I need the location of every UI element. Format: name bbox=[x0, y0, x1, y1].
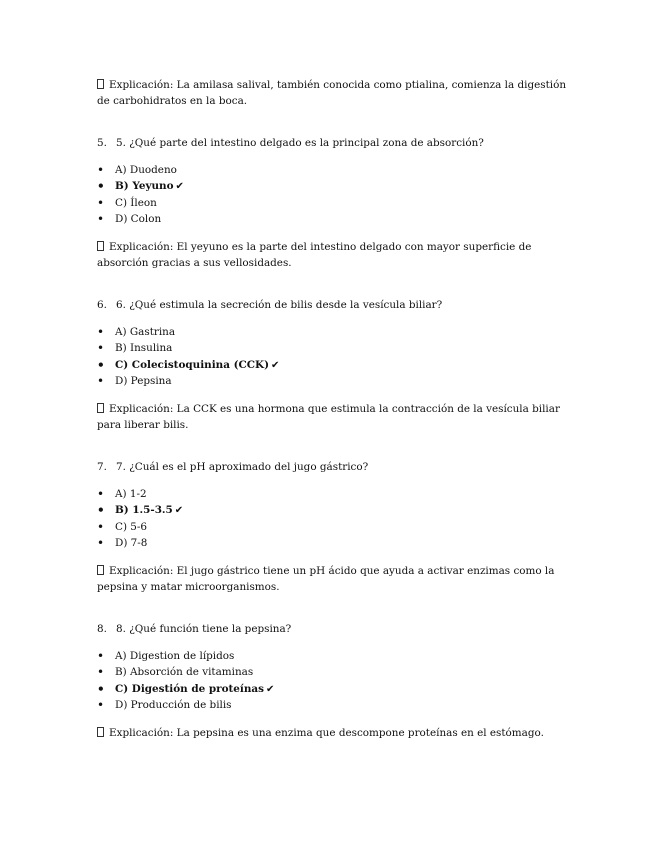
explanation-text: La amilasa salival, también conocida como ptialina, comienza la digestión de carbohidratos en la boca. bbox=[97, 79, 567, 107]
question-6-options bbox=[97, 324, 279, 390]
option-c-correct bbox=[97, 681, 274, 697]
option-text: A) Gastrina bbox=[115, 326, 176, 338]
option-d bbox=[97, 373, 279, 389]
option-text: D) 7-8 bbox=[115, 537, 148, 550]
question-8 bbox=[97, 621, 567, 637]
explanation-label: Explicación: bbox=[109, 403, 174, 415]
option-text: A) Digestion de lípidos bbox=[115, 650, 235, 662]
question-text: 7. ¿Cuál es el pH aproximado del jugo gástrico? bbox=[116, 461, 369, 473]
missing-glyph-icon bbox=[97, 241, 104, 251]
explanation-label: Explicación: bbox=[109, 565, 174, 577]
question-text: 8. ¿Qué función tiene la pepsina? bbox=[116, 623, 292, 635]
option-text: B) Yeyuno bbox=[115, 180, 174, 193]
explanation-text: La CCK es una hormona que estimula la contracción de la vesícula biliar para liberar bilis. bbox=[97, 403, 560, 431]
option-b-correct bbox=[97, 178, 184, 194]
question-number: 5. bbox=[97, 137, 107, 149]
question-8-explanation bbox=[97, 725, 567, 741]
explanation-label: Explicación: bbox=[109, 727, 174, 739]
option-text: C) Íleon bbox=[115, 196, 157, 209]
question-text: 5. ¿Qué parte del intestino delgado es la principal zona de absorción? bbox=[116, 137, 484, 149]
option-text: C) Colecistoquinina (CCK) bbox=[115, 358, 269, 371]
option-text: A) Duodeno bbox=[115, 164, 177, 176]
option-text: C) Digestión de proteínas bbox=[115, 682, 264, 695]
explanation-text: El yeyuno es la parte del intestino delgado con mayor superficie de absorción gracias a sus vellosidades. bbox=[97, 241, 532, 269]
option-d bbox=[97, 697, 274, 713]
option-c bbox=[97, 519, 183, 535]
explanation-label: Explicación: bbox=[109, 79, 174, 91]
missing-glyph-icon bbox=[97, 79, 104, 89]
option-c bbox=[97, 195, 184, 211]
question-number: 7. bbox=[97, 461, 107, 473]
option-text: D) Pepsina bbox=[115, 375, 172, 388]
question-7-options bbox=[97, 486, 183, 552]
explanation-text: El jugo gástrico tiene un pH ácido que ayuda a activar enzimas como la pepsina y matar microorganismos. bbox=[97, 565, 555, 593]
option-a bbox=[97, 324, 279, 340]
option-text: C) 5-6 bbox=[115, 520, 148, 533]
question-number: 8. bbox=[97, 623, 107, 635]
check-mark-icon: ✔ bbox=[266, 683, 275, 695]
option-b bbox=[97, 664, 274, 680]
question-number: 6. bbox=[97, 299, 107, 311]
option-text: D) Producción de bilis bbox=[115, 699, 232, 712]
option-c-correct bbox=[97, 357, 279, 373]
option-d bbox=[97, 211, 184, 227]
option-text: B) Absorción de vitaminas bbox=[115, 666, 254, 679]
question-5 bbox=[97, 135, 567, 151]
question-5-options bbox=[97, 162, 184, 228]
question-5-explanation bbox=[97, 239, 567, 271]
option-a bbox=[97, 648, 274, 664]
option-text: B) Insulina bbox=[115, 342, 173, 355]
option-d bbox=[97, 535, 183, 551]
missing-glyph-icon bbox=[97, 727, 104, 737]
question-6 bbox=[97, 297, 567, 313]
explanation-label: Explicación: bbox=[109, 241, 174, 253]
missing-glyph-icon bbox=[97, 565, 104, 575]
intro-explanation bbox=[97, 77, 567, 109]
question-text: 6. ¿Qué estimula la secreción de bilis desde la vesícula biliar? bbox=[116, 299, 443, 311]
option-a bbox=[97, 162, 184, 178]
option-text: A) 1-2 bbox=[115, 488, 147, 500]
check-mark-icon: ✔ bbox=[271, 359, 280, 371]
question-6-explanation bbox=[97, 401, 567, 433]
question-7-explanation bbox=[97, 563, 567, 595]
question-8-options bbox=[97, 648, 274, 714]
option-b bbox=[97, 340, 279, 356]
explanation-text: La pepsina es una enzima que descompone proteínas en el estómago. bbox=[176, 727, 544, 739]
check-mark-icon: ✔ bbox=[174, 505, 184, 517]
option-text: D) Colon bbox=[115, 213, 162, 226]
option-a bbox=[97, 486, 183, 502]
option-b-correct bbox=[97, 502, 183, 518]
question-7 bbox=[97, 459, 567, 475]
option-text: B) 1.5-3.5 bbox=[115, 504, 173, 517]
missing-glyph-icon bbox=[97, 403, 104, 413]
check-mark-icon: ✔ bbox=[175, 181, 184, 193]
